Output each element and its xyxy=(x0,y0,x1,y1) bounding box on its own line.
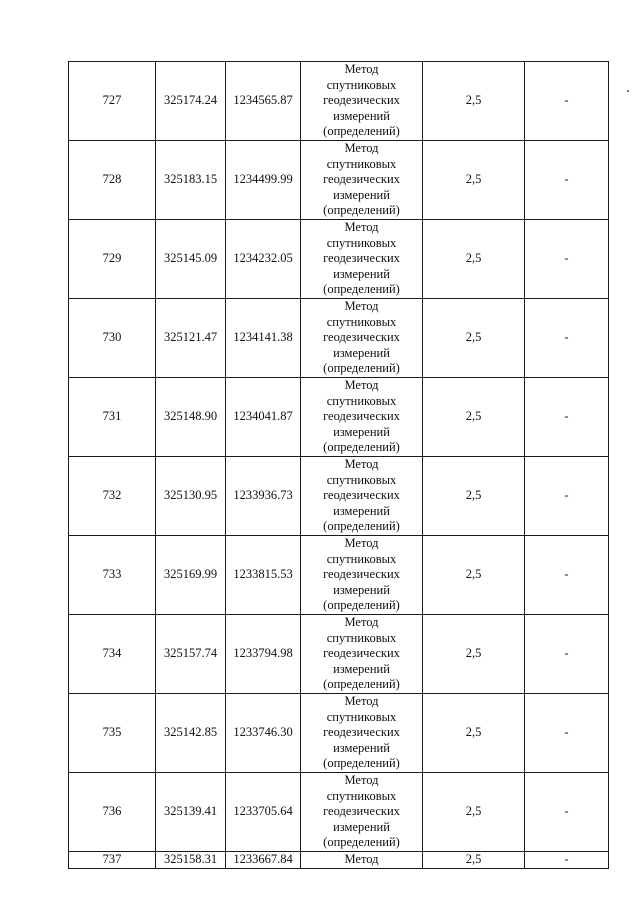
method-text: Метод спутниковых геодезических измерений (определений) xyxy=(323,141,400,218)
note-cell: - xyxy=(525,62,609,141)
accuracy-cell: 2,5 xyxy=(423,220,525,299)
table-row xyxy=(69,536,609,615)
x-coordinate-cell: 325121.47 xyxy=(156,299,226,378)
method-cell xyxy=(301,694,423,773)
point-number-cell: 729 xyxy=(69,220,156,299)
y-coordinate-cell: 1233705.64 xyxy=(226,773,301,852)
method-cell xyxy=(301,220,423,299)
accuracy-cell: 2,5 xyxy=(423,615,525,694)
method-cell xyxy=(301,378,423,457)
table-row xyxy=(69,299,609,378)
x-coordinate-cell: 325139.41 xyxy=(156,773,226,852)
table-row xyxy=(69,615,609,694)
method-text: Метод спутниковых геодезических измерений (определений) xyxy=(323,299,400,376)
scan-speck xyxy=(627,90,629,92)
x-coordinate-cell: 325169.99 xyxy=(156,536,226,615)
point-number-cell: 727 xyxy=(69,62,156,141)
point-number-cell: 732 xyxy=(69,457,156,536)
point-number-cell: 730 xyxy=(69,299,156,378)
method-cell xyxy=(301,62,423,141)
point-number-cell: 733 xyxy=(69,536,156,615)
accuracy-cell: 2,5 xyxy=(423,694,525,773)
point-number-cell: 736 xyxy=(69,773,156,852)
accuracy-cell: 2,5 xyxy=(423,299,525,378)
accuracy-cell: 2,5 xyxy=(423,62,525,141)
x-coordinate-cell: 325174.24 xyxy=(156,62,226,141)
method-cell xyxy=(301,141,423,220)
point-number-cell: 731 xyxy=(69,378,156,457)
note-cell: - xyxy=(525,852,609,869)
accuracy-cell: 2,5 xyxy=(423,536,525,615)
x-coordinate-cell: 325130.95 xyxy=(156,457,226,536)
table-row xyxy=(69,378,609,457)
note-cell: - xyxy=(525,615,609,694)
x-coordinate-cell: 325183.15 xyxy=(156,141,226,220)
x-coordinate-cell: 325145.09 xyxy=(156,220,226,299)
note-cell: - xyxy=(525,536,609,615)
method-text: Метод спутниковых геодезических измерений (определений) xyxy=(323,378,400,455)
method-text: Метод спутниковых геодезических измерений (определений) xyxy=(323,694,400,771)
method-text: Метод спутниковых геодезических измерений (определений) xyxy=(323,457,400,534)
table-row xyxy=(69,694,609,773)
method-text: Метод спутниковых геодезических измерений (определений) xyxy=(323,773,400,850)
y-coordinate-cell: 1233794.98 xyxy=(226,615,301,694)
y-coordinate-cell: 1234232.05 xyxy=(226,220,301,299)
method-cell xyxy=(301,852,423,869)
note-cell: - xyxy=(525,220,609,299)
y-coordinate-cell: 1233667.84 xyxy=(226,852,301,869)
point-number-cell: 734 xyxy=(69,615,156,694)
coordinates-table-body xyxy=(69,62,609,869)
method-cell xyxy=(301,773,423,852)
table-row xyxy=(69,141,609,220)
method-text: Метод спутниковых геодезических измерений (определений) xyxy=(323,220,400,297)
accuracy-cell: 2,5 xyxy=(423,457,525,536)
note-cell: - xyxy=(525,694,609,773)
note-cell: - xyxy=(525,773,609,852)
x-coordinate-cell: 325148.90 xyxy=(156,378,226,457)
method-cell xyxy=(301,615,423,694)
y-coordinate-cell: 1234499.99 xyxy=(226,141,301,220)
y-coordinate-cell: 1234141.38 xyxy=(226,299,301,378)
point-number-cell: 728 xyxy=(69,141,156,220)
x-coordinate-cell: 325142.85 xyxy=(156,694,226,773)
y-coordinate-cell: 1234565.87 xyxy=(226,62,301,141)
table-row xyxy=(69,220,609,299)
method-cell xyxy=(301,299,423,378)
method-cell xyxy=(301,536,423,615)
y-coordinate-cell: 1233936.73 xyxy=(226,457,301,536)
method-text: Метод xyxy=(344,852,379,866)
accuracy-cell: 2,5 xyxy=(423,773,525,852)
y-coordinate-cell: 1233815.53 xyxy=(226,536,301,615)
accuracy-cell: 2,5 xyxy=(423,378,525,457)
x-coordinate-cell: 325157.74 xyxy=(156,615,226,694)
note-cell: - xyxy=(525,378,609,457)
table-row xyxy=(69,62,609,141)
table-row xyxy=(69,457,609,536)
accuracy-cell: 2,5 xyxy=(423,141,525,220)
table-row xyxy=(69,852,609,869)
method-text: Метод спутниковых геодезических измерений (определений) xyxy=(323,62,400,139)
table-row xyxy=(69,773,609,852)
note-cell: - xyxy=(525,141,609,220)
method-text: Метод спутниковых геодезических измерений (определений) xyxy=(323,536,400,613)
method-cell xyxy=(301,457,423,536)
point-number-cell: 735 xyxy=(69,694,156,773)
y-coordinate-cell: 1233746.30 xyxy=(226,694,301,773)
note-cell: - xyxy=(525,299,609,378)
y-coordinate-cell: 1234041.87 xyxy=(226,378,301,457)
method-text: Метод спутниковых геодезических измерений (определений) xyxy=(323,615,400,692)
accuracy-cell: 2,5 xyxy=(423,852,525,869)
coordinates-table xyxy=(68,61,609,869)
point-number-cell: 737 xyxy=(69,852,156,869)
note-cell: - xyxy=(525,457,609,536)
x-coordinate-cell: 325158.31 xyxy=(156,852,226,869)
